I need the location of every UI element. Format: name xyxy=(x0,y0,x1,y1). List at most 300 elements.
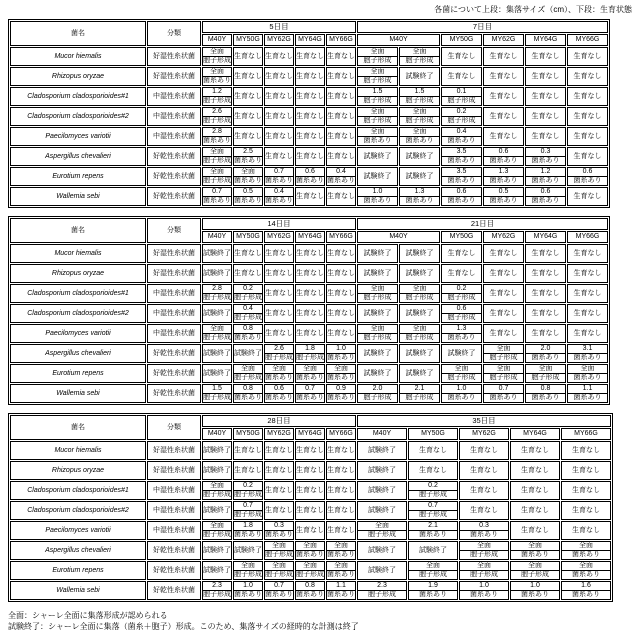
growth-state: 菌糸あり xyxy=(296,374,324,381)
result-cell xyxy=(441,127,482,146)
result-cell xyxy=(399,324,440,343)
media-column-header: MY64G xyxy=(525,231,566,243)
colony-size: 全面 xyxy=(210,148,224,155)
result-cell xyxy=(264,561,294,580)
result-cell: 生育なし xyxy=(459,481,509,500)
growth-state: 菌糸あり xyxy=(526,176,565,185)
species-name: Aspergillus chevalieri xyxy=(10,147,146,166)
result-cell: 試験終了 xyxy=(399,304,440,323)
colony-size: 0.9 xyxy=(336,385,346,392)
growth-state: 菌糸あり xyxy=(327,551,355,558)
species-name: Cladosporium cladosporioides#1 xyxy=(10,284,146,303)
growth-table-28日目 xyxy=(8,413,613,602)
growth-state: 菌糸あり xyxy=(296,394,324,401)
result-cell xyxy=(357,87,398,106)
colony-size: 1.8 xyxy=(243,522,253,529)
media-column-header: MY62G xyxy=(264,231,294,243)
table-row xyxy=(10,541,611,560)
colony-size: 全面 xyxy=(303,562,317,569)
result-cell xyxy=(483,187,524,206)
species-name: Paecilomyces variotii xyxy=(10,324,146,343)
growth-state: 菌糸あり xyxy=(568,176,607,185)
result-cell: 試験終了 xyxy=(202,461,232,480)
day-header: 35日目 xyxy=(357,415,611,427)
result-cell xyxy=(567,384,608,403)
result-cell: 試験終了 xyxy=(357,244,398,263)
species-classification: 中湿性糸状菌 xyxy=(147,87,201,106)
growth-state: 胞子形成 xyxy=(409,490,457,499)
table-row xyxy=(10,304,608,323)
species-name: Mucor hiemalis xyxy=(10,244,146,263)
result-cell xyxy=(483,344,524,363)
growth-state: 胞子形成 xyxy=(296,571,324,578)
growth-state: 胞子形成 xyxy=(442,96,481,105)
colony-size: 0.7 xyxy=(498,385,509,392)
result-cell: 生育なし xyxy=(561,501,611,520)
growth-state: 胞子形成 xyxy=(526,373,565,382)
result-cell: 生育なし xyxy=(525,264,566,283)
result-cell xyxy=(399,187,440,206)
media-column-header: MY50G xyxy=(408,428,458,440)
colony-size: 1.0 xyxy=(336,345,346,352)
result-cell xyxy=(233,521,263,540)
media-column-header: MY62G xyxy=(264,428,294,440)
result-cell: 生育なし xyxy=(264,264,294,283)
colony-size: 0.8 xyxy=(243,325,253,332)
media-column-header: MY50G xyxy=(441,34,482,46)
result-cell xyxy=(357,127,398,146)
result-cell xyxy=(295,384,325,403)
growth-state: 菌糸あり xyxy=(442,393,481,402)
result-cell xyxy=(525,187,566,206)
colony-size: 全面 xyxy=(370,108,385,115)
growth-state: 胞子形成 xyxy=(442,293,481,302)
colony-size: 全面 xyxy=(334,365,348,372)
growth-state: 菌糸あり xyxy=(234,531,262,538)
result-cell: 試験終了 xyxy=(202,244,232,263)
result-cell: 生育なし xyxy=(233,47,263,66)
growth-state: 胞子形成 xyxy=(203,97,231,104)
species-name: Cladosporium cladosporioides#2 xyxy=(10,107,146,126)
result-cell xyxy=(326,364,356,383)
growth-state: 胞子形成 xyxy=(203,531,231,538)
result-cell: 試験終了 xyxy=(399,147,440,166)
colony-size: 全面 xyxy=(477,562,491,569)
species-name: Wallemia sebi xyxy=(10,581,146,600)
colony-size: 全面 xyxy=(370,128,385,135)
result-cell: 試験終了 xyxy=(399,264,440,283)
result-cell: 生育なし xyxy=(483,244,524,263)
colony-size: 0.4 xyxy=(274,188,284,195)
growth-state: 菌糸あり xyxy=(409,590,457,599)
result-cell: 生育なし xyxy=(510,461,560,480)
species-name: Cladosporium cladosporioides#2 xyxy=(10,304,146,323)
result-cell xyxy=(357,521,407,540)
growth-state: 胞子形成 xyxy=(358,393,397,402)
result-cell: 生育なし xyxy=(525,87,566,106)
colony-size: 0.8 xyxy=(540,385,551,392)
growth-state: 菌糸あり xyxy=(296,591,324,598)
growth-state: 胞子形成 xyxy=(460,570,508,579)
colony-size: 全面 xyxy=(477,542,491,549)
fungus-name-header: 菌名 xyxy=(10,415,146,440)
growth-state: 菌糸あり xyxy=(568,393,607,402)
colony-size: 0.7 xyxy=(274,168,284,175)
media-column-header: M40Y xyxy=(357,34,440,46)
media-column-header: MY50G xyxy=(441,231,482,243)
result-cell: 生育なし xyxy=(525,304,566,323)
result-cell xyxy=(264,581,294,600)
growth-state: 菌糸あり xyxy=(484,393,523,402)
species-classification: 中湿性糸状菌 xyxy=(147,501,201,520)
result-cell xyxy=(408,521,458,540)
result-cell: 生育なし xyxy=(326,187,356,206)
result-cell: 生育なし xyxy=(567,147,608,166)
table-row xyxy=(10,501,611,520)
growth-state: 菌糸あり xyxy=(265,374,293,381)
result-cell: 生育なし xyxy=(264,461,294,480)
media-column-header: MY50G xyxy=(233,34,263,46)
colony-size: 0.7 xyxy=(212,188,222,195)
result-cell: 試験終了 xyxy=(441,344,482,363)
result-cell: 試験終了 xyxy=(399,244,440,263)
result-cell xyxy=(233,581,263,600)
result-cell: 生育なし xyxy=(459,441,509,460)
result-cell xyxy=(399,284,440,303)
colony-size: 0.6 xyxy=(456,305,467,312)
result-cell xyxy=(357,324,398,343)
growth-state: 胞子形成 xyxy=(296,354,324,361)
species-classification: 中湿性糸状菌 xyxy=(147,107,201,126)
result-cell: 生育なし xyxy=(561,521,611,540)
result-cell: 試験終了 xyxy=(233,541,263,560)
result-cell: 生育なし xyxy=(567,67,608,86)
result-cell xyxy=(399,107,440,126)
result-cell: 試験終了 xyxy=(357,344,398,363)
table-row xyxy=(10,364,608,383)
colony-size: 2.3 xyxy=(377,582,387,589)
colony-size: 0.5 xyxy=(498,188,509,195)
result-cell: 生育なし xyxy=(567,284,608,303)
media-column-header: MY66G xyxy=(561,428,611,440)
result-cell xyxy=(233,167,263,186)
result-cell: 生育なし xyxy=(525,244,566,263)
result-cell: 生育なし xyxy=(295,147,325,166)
species-name: Eurotium repens xyxy=(10,561,146,580)
colony-size: 0.7 xyxy=(305,385,315,392)
species-classification: 好乾性糸状菌 xyxy=(147,167,201,186)
species-name: Aspergillus chevalieri xyxy=(10,344,146,363)
species-name: Wallemia sebi xyxy=(10,187,146,206)
species-name: Cladosporium cladosporioides#1 xyxy=(10,481,146,500)
result-cell xyxy=(264,364,294,383)
growth-state: 胞子形成 xyxy=(203,177,231,184)
result-cell: 生育なし xyxy=(483,47,524,66)
day-header: 28日目 xyxy=(202,415,356,427)
growth-state: 菌糸あり xyxy=(234,197,262,204)
result-cell: 生育なし xyxy=(295,304,325,323)
growth-state: 菌糸あり xyxy=(442,156,481,165)
growth-state: 菌糸あり xyxy=(442,136,481,145)
species-classification: 好乾性糸状菌 xyxy=(147,561,201,580)
table-row xyxy=(10,581,611,600)
result-cell xyxy=(441,87,482,106)
colony-size: 0.2 xyxy=(243,285,253,292)
colony-size: 1.0 xyxy=(479,582,489,589)
result-cell xyxy=(295,344,325,363)
growth-state: 菌糸あり xyxy=(327,177,355,184)
result-cell: 試験終了 xyxy=(357,501,407,520)
colony-size: 全面 xyxy=(370,48,385,55)
result-cell: 生育なし xyxy=(567,47,608,66)
table-row xyxy=(10,67,608,86)
growth-state: 胞子形成 xyxy=(203,334,231,341)
result-cell: 生育なし xyxy=(483,67,524,86)
legend-note: 各菌について上段：集落サイズ（cm）、下段：生育状態 xyxy=(434,5,632,14)
result-cell: 生育なし xyxy=(264,127,294,146)
result-cell xyxy=(567,364,608,383)
result-cell xyxy=(233,561,263,580)
result-cell: 生育なし xyxy=(567,187,608,206)
result-cell xyxy=(408,581,458,600)
result-cell: 生育なし xyxy=(295,47,325,66)
result-cell xyxy=(459,521,509,540)
result-cell: 生育なし xyxy=(459,501,509,520)
media-column-header: MY66G xyxy=(567,231,608,243)
species-classification: 好湿性糸状菌 xyxy=(147,264,201,283)
footnotes xyxy=(8,610,634,632)
result-cell: 生育なし xyxy=(525,127,566,146)
growth-state: 胞子形成 xyxy=(203,591,231,598)
result-cell: 試験終了 xyxy=(202,304,232,323)
colony-size: 1.5 xyxy=(414,88,425,95)
colony-size: 0.4 xyxy=(336,168,346,175)
colony-size: 全面 xyxy=(496,345,511,352)
colony-size: 1.3 xyxy=(414,188,425,195)
result-cell: 生育なし xyxy=(525,324,566,343)
table-row xyxy=(10,127,608,146)
result-cell xyxy=(202,87,232,106)
result-cell: 生育なし xyxy=(295,441,325,460)
table-row xyxy=(10,87,608,106)
result-cell xyxy=(233,384,263,403)
growth-state: 胞子形成 xyxy=(203,57,231,64)
result-cell: 試験終了 xyxy=(202,441,232,460)
table-row xyxy=(10,344,608,363)
growth-state: 菌糸あり xyxy=(358,196,397,205)
species-name: Mucor hiemalis xyxy=(10,47,146,66)
growth-state: 菌糸あり xyxy=(568,353,607,362)
growth-state: 胞子形成 xyxy=(234,571,262,578)
result-cell xyxy=(202,481,232,500)
result-cell: 試験終了 xyxy=(399,344,440,363)
colony-size: 0.5 xyxy=(243,188,253,195)
growth-state: 胞子形成 xyxy=(203,157,231,164)
colony-size: 0.8 xyxy=(305,582,315,589)
result-cell: 試験終了 xyxy=(408,541,458,560)
table-row xyxy=(10,481,611,500)
species-name: Eurotium repens xyxy=(10,364,146,383)
table-row xyxy=(10,461,611,480)
colony-size: 全面 xyxy=(538,365,553,372)
result-cell xyxy=(408,481,458,500)
colony-size: 0.6 xyxy=(582,168,593,175)
colony-size: 1.6 xyxy=(581,582,591,589)
growth-state: 菌糸あり xyxy=(203,137,231,144)
species-classification: 好乾性糸状菌 xyxy=(147,187,201,206)
result-cell: 試験終了 xyxy=(357,561,407,580)
colony-size: 全面 xyxy=(303,542,317,549)
colony-size: 3.5 xyxy=(456,148,467,155)
colony-size: 3.1 xyxy=(582,345,593,352)
colony-size: 全面 xyxy=(580,365,595,372)
result-cell: 生育なし xyxy=(233,107,263,126)
colony-size: 2.8 xyxy=(212,128,222,135)
result-cell: 生育なし xyxy=(459,461,509,480)
result-cell xyxy=(510,561,560,580)
growth-state: 胞子形成 xyxy=(460,550,508,559)
result-cell: 生育なし xyxy=(326,264,356,283)
result-cell xyxy=(202,167,232,186)
media-column-header: M40Y xyxy=(357,428,407,440)
growth-state: 胞子形成 xyxy=(484,373,523,382)
colony-size: 2.3 xyxy=(212,582,222,589)
result-cell: 生育なし xyxy=(264,304,294,323)
growth-state: 胞子形成 xyxy=(265,354,293,361)
growth-state: 胞子形成 xyxy=(442,116,481,125)
fungus-name-header: 菌名 xyxy=(10,218,146,243)
growth-table-14日目 xyxy=(8,216,610,405)
species-name: Rhizopus oryzae xyxy=(10,264,146,283)
species-name: Rhizopus oryzae xyxy=(10,461,146,480)
table-row xyxy=(10,147,608,166)
species-classification: 好湿性糸状菌 xyxy=(147,47,201,66)
result-cell xyxy=(357,107,398,126)
result-cell xyxy=(399,127,440,146)
result-cell xyxy=(441,107,482,126)
result-cell: 生育なし xyxy=(233,441,263,460)
growth-state: 胞子形成 xyxy=(265,571,293,578)
result-cell xyxy=(326,344,356,363)
result-cell xyxy=(357,384,398,403)
result-cell xyxy=(408,561,458,580)
result-cell: 生育なし xyxy=(441,244,482,263)
result-cell xyxy=(441,284,482,303)
colony-size: 2.1 xyxy=(428,522,438,529)
result-cell: 生育なし xyxy=(441,264,482,283)
result-cell xyxy=(459,541,509,560)
species-name: Paecilomyces variotii xyxy=(10,127,146,146)
growth-state: 菌糸あり xyxy=(358,136,397,145)
table-row xyxy=(10,441,611,460)
growth-state: 胞子形成 xyxy=(234,511,262,518)
colony-size: 全面 xyxy=(210,48,224,55)
growth-state: 菌糸あり xyxy=(526,353,565,362)
colony-size: 1.3 xyxy=(456,325,467,332)
colony-size: 0.7 xyxy=(243,502,253,509)
colony-size: 3.5 xyxy=(456,168,467,175)
species-name: Cladosporium cladosporioides#1 xyxy=(10,87,146,106)
colony-size: 0.6 xyxy=(456,188,467,195)
colony-size: 0.2 xyxy=(456,285,467,292)
colony-size: 0.6 xyxy=(498,148,509,155)
media-column-header: MY62G xyxy=(264,34,294,46)
result-cell: 試験終了 xyxy=(357,264,398,283)
table-row xyxy=(10,107,608,126)
result-cell: 試験終了 xyxy=(357,441,407,460)
colony-size: 全面 xyxy=(412,285,427,292)
result-cell xyxy=(525,364,566,383)
species-classification: 中湿性糸状菌 xyxy=(147,481,201,500)
result-cell: 生育なし xyxy=(264,244,294,263)
colony-size: 2.8 xyxy=(212,285,222,292)
colony-size: 0.6 xyxy=(305,168,315,175)
result-cell: 試験終了 xyxy=(399,364,440,383)
result-cell xyxy=(357,67,398,86)
result-cell: 試験終了 xyxy=(202,501,232,520)
result-cell xyxy=(525,167,566,186)
result-cell xyxy=(561,541,611,560)
result-cell: 生育なし xyxy=(326,87,356,106)
growth-state: 菌糸あり xyxy=(400,196,439,205)
result-cell: 生育なし xyxy=(295,127,325,146)
media-column-header: M40Y xyxy=(202,231,232,243)
result-cell xyxy=(483,384,524,403)
growth-state: 胞子形成 xyxy=(203,294,231,301)
species-classification: 好湿性糸状菌 xyxy=(147,461,201,480)
result-cell: 生育なし xyxy=(561,441,611,460)
result-cell: 生育なし xyxy=(326,501,356,520)
result-cell: 試験終了 xyxy=(202,264,232,283)
colony-size: 全面 xyxy=(370,325,385,332)
growth-state: 菌糸あり xyxy=(234,394,262,401)
growth-state: 菌糸あり xyxy=(327,591,355,598)
colony-size: 全面 xyxy=(528,542,542,549)
result-cell xyxy=(357,581,407,600)
media-column-header: MY66G xyxy=(326,34,356,46)
colony-size: 全面 xyxy=(370,285,385,292)
colony-size: 2.6 xyxy=(212,108,222,115)
growth-state: 胞子形成 xyxy=(234,314,262,321)
media-column-header: MY62G xyxy=(483,34,524,46)
result-cell xyxy=(202,67,232,86)
species-name: Mucor hiemalis xyxy=(10,441,146,460)
result-cell: 生育なし xyxy=(567,107,608,126)
result-cell xyxy=(357,47,398,66)
growth-state: 菌糸あり xyxy=(460,530,508,539)
result-cell: 生育なし xyxy=(264,147,294,166)
result-cell xyxy=(264,384,294,403)
result-cell: 生育なし xyxy=(264,284,294,303)
result-cell: 生育なし xyxy=(326,127,356,146)
result-cell: 生育なし xyxy=(483,304,524,323)
species-classification: 中湿性糸状菌 xyxy=(147,324,201,343)
growth-state: 菌糸あり xyxy=(526,393,565,402)
media-column-header: M40Y xyxy=(357,231,440,243)
colony-size: 0.3 xyxy=(540,148,551,155)
result-cell: 生育なし xyxy=(567,304,608,323)
result-cell: 生育なし xyxy=(233,264,263,283)
colony-size: 1.0 xyxy=(530,582,540,589)
growth-state: 菌糸あり xyxy=(484,176,523,185)
result-cell xyxy=(441,324,482,343)
result-cell: 生育なし xyxy=(264,87,294,106)
result-cell xyxy=(399,47,440,66)
colony-size: 0.6 xyxy=(540,188,551,195)
species-name: Cladosporium cladosporioides#2 xyxy=(10,501,146,520)
result-cell: 試験終了 xyxy=(357,481,407,500)
growth-state: 菌糸あり xyxy=(265,394,293,401)
